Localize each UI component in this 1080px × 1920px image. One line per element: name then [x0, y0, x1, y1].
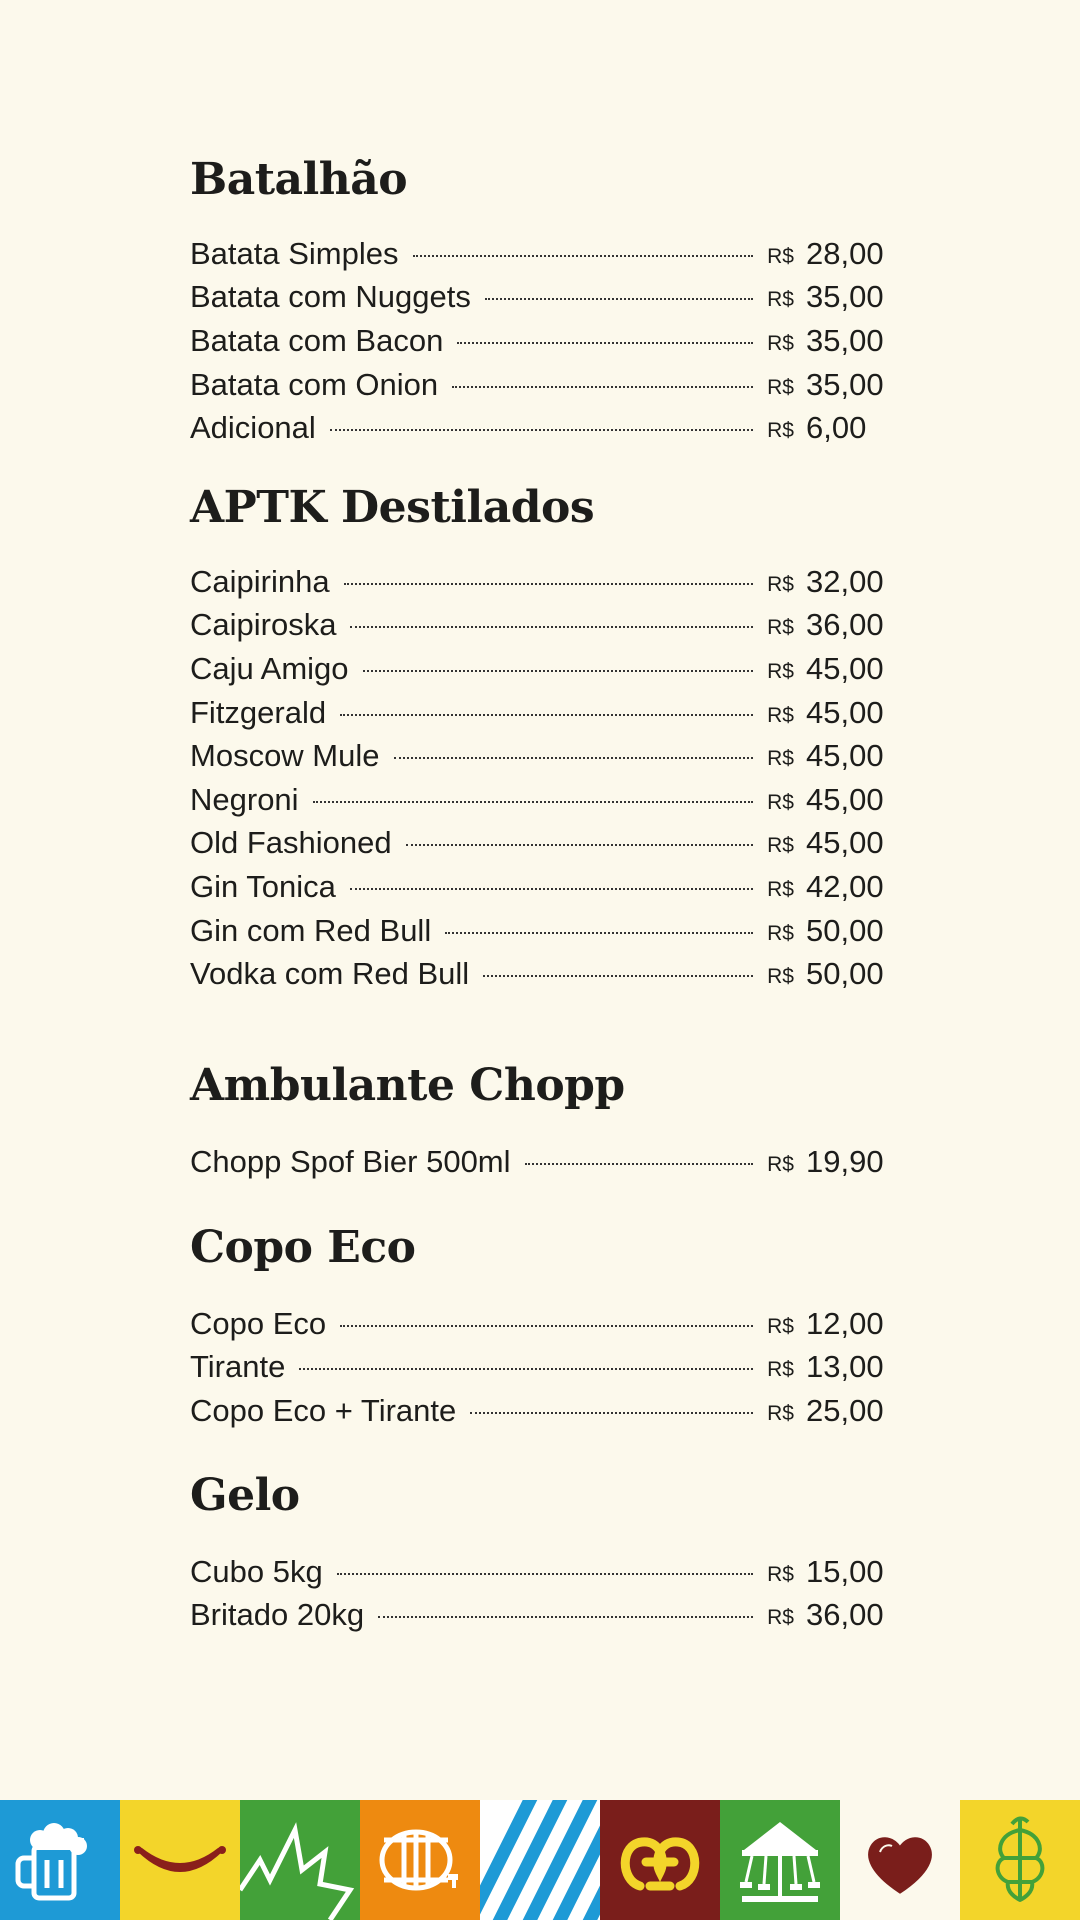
item-price: 25,00 [806, 1392, 884, 1428]
currency-label: R$ [767, 1314, 794, 1338]
item-price: 6,00 [806, 410, 867, 446]
dot-leader [525, 1163, 754, 1165]
currency-label: R$ [767, 790, 794, 814]
menu-item [190, 1346, 900, 1390]
item-name: Batata Simples [190, 235, 399, 271]
menu-item [190, 232, 900, 276]
currency-label: R$ [767, 288, 794, 312]
stripes-pattern-icon [480, 1800, 600, 1920]
dot-leader [363, 670, 754, 672]
section-title: Copo Eco [190, 1222, 416, 1273]
footer-icon-strip [0, 1800, 1080, 1920]
menu-item [190, 865, 900, 909]
menu-item [190, 1550, 900, 1594]
currency-label: R$ [767, 747, 794, 771]
currency-label: R$ [767, 965, 794, 989]
item-price: 15,00 [806, 1553, 884, 1589]
section-ambulante-chopp [190, 1058, 900, 1179]
currency-label: R$ [767, 877, 794, 901]
item-price: 45,00 [806, 650, 884, 686]
item-name: Batata com Nuggets [190, 279, 471, 315]
item-name: Batata com Bacon [190, 322, 444, 358]
item-name: Copo Eco [190, 1305, 327, 1341]
currency-label: R$ [767, 572, 794, 596]
section-title: Ambulante Chopp [190, 1060, 625, 1111]
dot-leader [344, 583, 754, 585]
currency-label: R$ [767, 331, 794, 355]
dot-leader [340, 714, 753, 716]
heart-icon [840, 1800, 960, 1920]
item-price: 45,00 [806, 825, 884, 861]
item-name: Gin Tonica [190, 868, 336, 904]
section-gelo [190, 1468, 900, 1633]
item-price: 35,00 [806, 322, 884, 358]
item-name: Copo Eco + Tirante [190, 1392, 457, 1428]
menu-item [190, 276, 900, 320]
menu-item [190, 822, 900, 866]
item-name: Moscow Mule [190, 738, 380, 774]
currency-label: R$ [767, 703, 794, 727]
currency-label: R$ [767, 1562, 794, 1586]
menu-item [190, 604, 900, 648]
sausage-icon [120, 1800, 240, 1920]
currency-label: R$ [767, 419, 794, 443]
item-name: Old Fashioned [190, 825, 392, 861]
section-copo-eco [190, 1220, 900, 1428]
currency-label: R$ [767, 1606, 794, 1630]
menu-item [190, 560, 900, 604]
menu-item [190, 647, 900, 691]
item-price: 32,00 [806, 563, 884, 599]
item-name: Adicional [190, 410, 316, 446]
carousel-icon [720, 1800, 840, 1920]
item-price: 45,00 [806, 781, 884, 817]
currency-label: R$ [767, 616, 794, 640]
currency-label: R$ [767, 1401, 794, 1425]
dot-leader [457, 342, 753, 344]
dot-leader [313, 801, 754, 803]
item-price: 12,00 [806, 1305, 884, 1341]
item-name: Negroni [190, 781, 299, 817]
menu-item [190, 909, 900, 953]
menu-item [190, 1302, 900, 1346]
item-price: 35,00 [806, 279, 884, 315]
item-name: Vodka com Red Bull [190, 956, 470, 992]
dot-leader [337, 1573, 753, 1575]
item-price: 35,00 [806, 366, 884, 402]
dot-leader [394, 757, 754, 759]
menu-item [190, 319, 900, 363]
dot-leader [445, 932, 753, 934]
currency-label: R$ [767, 244, 794, 268]
item-name: Caipiroska [190, 607, 337, 643]
item-name: Caipirinha [190, 563, 330, 599]
dot-leader [483, 975, 753, 977]
item-name: Cubo 5kg [190, 1553, 323, 1589]
menu-item [190, 691, 900, 735]
currency-label: R$ [767, 1152, 794, 1176]
dot-leader [299, 1368, 753, 1370]
item-name: Britado 20kg [190, 1597, 365, 1633]
item-name: Tirante [190, 1349, 286, 1385]
currency-label: R$ [767, 1358, 794, 1382]
menu-item [190, 778, 900, 822]
item-name: Batata com Onion [190, 366, 439, 402]
menu-item [190, 1140, 900, 1184]
menu-item [190, 1389, 900, 1433]
menu-item [190, 1594, 900, 1638]
item-price: 50,00 [806, 912, 884, 948]
currency-label: R$ [767, 659, 794, 683]
pretzel-icon [600, 1800, 720, 1920]
item-name: Gin com Red Bull [190, 912, 432, 948]
item-name: Chopp Spof Bier 500ml [190, 1143, 511, 1179]
item-price: 28,00 [806, 235, 884, 271]
section-title: Batalhão [190, 154, 408, 205]
item-price: 36,00 [806, 607, 884, 643]
currency-label: R$ [767, 375, 794, 399]
starburst-icon [240, 1800, 360, 1920]
barrel-icon [360, 1800, 480, 1920]
dot-leader [413, 255, 754, 257]
hop-icon [960, 1800, 1080, 1920]
dot-leader [350, 888, 753, 890]
item-price: 45,00 [806, 694, 884, 730]
item-name: Fitzgerald [190, 694, 327, 730]
beer-mug-icon [0, 1800, 120, 1920]
item-name: Caju Amigo [190, 650, 349, 686]
dot-leader [470, 1412, 753, 1414]
item-price: 42,00 [806, 868, 884, 904]
currency-label: R$ [767, 921, 794, 945]
menu-item [190, 406, 900, 450]
item-price: 13,00 [806, 1349, 884, 1385]
section-aptk-destilados [190, 480, 900, 992]
item-price: 50,00 [806, 956, 884, 992]
dot-leader [378, 1616, 753, 1618]
section-title: Gelo [190, 1470, 300, 1521]
dot-leader [340, 1325, 753, 1327]
dot-leader [350, 626, 753, 628]
dot-leader [452, 386, 753, 388]
dot-leader [330, 429, 753, 431]
dot-leader [406, 844, 754, 846]
section-title: APTK Destilados [190, 482, 595, 533]
menu-item [190, 734, 900, 778]
menu-item [190, 363, 900, 407]
currency-label: R$ [767, 834, 794, 858]
menu-item [190, 952, 900, 996]
item-price: 45,00 [806, 738, 884, 774]
item-price: 36,00 [806, 1597, 884, 1633]
section-batalhao [190, 152, 900, 446]
dot-leader [485, 298, 753, 300]
item-price: 19,90 [806, 1143, 884, 1179]
